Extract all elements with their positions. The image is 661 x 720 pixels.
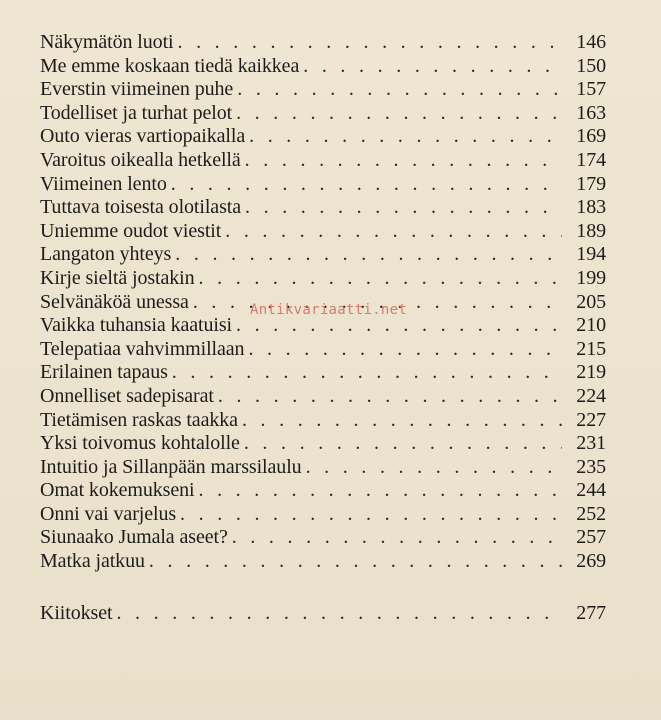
dot-leader: [306, 456, 562, 480]
toc-entry: [40, 149, 606, 173]
toc-entry-page: 269: [576, 550, 606, 573]
toc-entry-page: 174: [576, 148, 606, 171]
toc-entry: [40, 125, 606, 149]
toc-entry-title: Me emme koskaan tiedä kaikkea: [40, 54, 300, 77]
toc-entry-title: Onnelliset sadepisarat: [40, 384, 214, 407]
toc-entry-page: 199: [576, 266, 606, 289]
toc-entry-page: 205: [576, 290, 606, 313]
toc-entry-title: Tuttava toisesta olotilasta: [40, 196, 241, 219]
toc-entry: [40, 55, 606, 79]
toc-entry-title: Onni vai varjelus: [40, 502, 177, 525]
dot-leader: [177, 31, 562, 55]
toc-entry: [40, 456, 606, 480]
toc-entry-page: 157: [576, 78, 606, 101]
toc-entry: [40, 338, 606, 362]
toc-entry: [40, 385, 606, 409]
toc-entry-page: 224: [576, 384, 606, 407]
toc-entry-page: 219: [576, 361, 606, 384]
toc-entry-title: Näkymätön luoti: [40, 31, 174, 53]
toc-entry-title: Tietämisen raskas taakka: [40, 408, 238, 431]
toc-entry: [40, 409, 606, 433]
dot-leader: [248, 338, 562, 362]
toc-entry: [40, 243, 606, 267]
toc-entry: [40, 526, 606, 550]
toc-entry: [40, 479, 606, 503]
dot-leader: [237, 78, 562, 102]
toc-entry-title: Langaton yhteys: [40, 243, 172, 266]
dot-leader: [116, 602, 562, 626]
dot-leader: [244, 432, 562, 456]
toc-entry-page: 215: [576, 337, 606, 360]
dot-leader: [236, 102, 562, 126]
dot-leader: [171, 173, 562, 197]
toc-entry: [40, 31, 606, 55]
toc-entry-page: 231: [576, 432, 606, 455]
toc-entry-page: 183: [576, 196, 606, 219]
toc-entry: [40, 550, 606, 574]
toc-entry: [40, 361, 606, 385]
toc-entry-page: 210: [576, 314, 606, 337]
table-of-contents: [40, 31, 606, 625]
dot-leader: [198, 479, 562, 503]
dot-leader: [175, 243, 562, 267]
dot-leader: [303, 55, 562, 79]
toc-entry-title: Uniemme oudot viestit: [40, 219, 222, 242]
toc-entry-page: 277: [576, 601, 606, 624]
dot-leader: [232, 526, 562, 550]
toc-entry: [40, 173, 606, 197]
dot-leader: [149, 550, 562, 574]
toc-entry-title: Matka jatkuu: [40, 550, 145, 573]
toc-entry-page: 227: [576, 408, 606, 431]
toc-entry-title: Yksi toivomus kohtalolle: [40, 432, 240, 455]
toc-entry-page: 252: [576, 502, 606, 525]
toc-entry-title: Telepatiaa vahvimmillaan: [40, 337, 245, 360]
toc-entry: [40, 503, 606, 527]
toc-entry-page: 163: [576, 101, 606, 124]
toc-entry-title: Omat kokemukseni: [40, 479, 195, 502]
watermark-stamp: Antikvariaatti.net: [250, 302, 408, 318]
toc-entry-title: Kiitokset: [40, 601, 113, 624]
dot-leader: [245, 196, 562, 220]
toc-entry: [40, 102, 606, 126]
toc-entry-title: Siunaako Jumala aseet?: [40, 526, 228, 549]
dot-leader: [199, 267, 562, 291]
toc-entry-page: 150: [576, 54, 606, 77]
toc-entry-page: 194: [576, 243, 606, 266]
toc-entry-page: 146: [576, 31, 606, 53]
toc-entry-page: 169: [576, 125, 606, 148]
toc-entry-title: Vaikka tuhansia kaatuisi: [40, 314, 232, 337]
toc-entry-title: Selvänäköä unessa: [40, 290, 189, 313]
toc-entry-title: Todelliset ja turhat pelot: [40, 101, 233, 124]
dot-leader: [245, 149, 562, 173]
dot-leader: [218, 385, 562, 409]
toc-entry-title: Erilainen tapaus: [40, 361, 168, 384]
dot-leader: [242, 409, 562, 433]
toc-entry: [40, 78, 606, 102]
toc-entry-title: Outo vieras vartiopaikalla: [40, 125, 246, 148]
toc-entry-title: Intuitio ja Sillanpään marssilaulu: [40, 455, 302, 478]
toc-entry-title: Kirje sieltä jostakin: [40, 266, 195, 289]
toc-entry-page: 179: [576, 172, 606, 195]
toc-entry-title: Varoitus oikealla hetkellä: [40, 148, 241, 171]
toc-entry-acknowledgements: [40, 602, 606, 626]
toc-entry-title: Viimeinen lento: [40, 172, 167, 195]
dot-leader: [180, 503, 562, 527]
dot-leader: [172, 361, 562, 385]
toc-entry: [40, 196, 606, 220]
dot-leader: [249, 125, 562, 149]
toc-entry: [40, 432, 606, 456]
section-spacer: [40, 574, 606, 602]
toc-entry: [40, 267, 606, 291]
dot-leader: [225, 220, 562, 244]
toc-entry-page: 235: [576, 455, 606, 478]
toc-entry-page: 189: [576, 219, 606, 242]
toc-entry-page: 244: [576, 479, 606, 502]
toc-entry-title: Everstin viimeinen puhe: [40, 78, 234, 101]
toc-entry-page: 257: [576, 526, 606, 549]
toc-entry: [40, 220, 606, 244]
